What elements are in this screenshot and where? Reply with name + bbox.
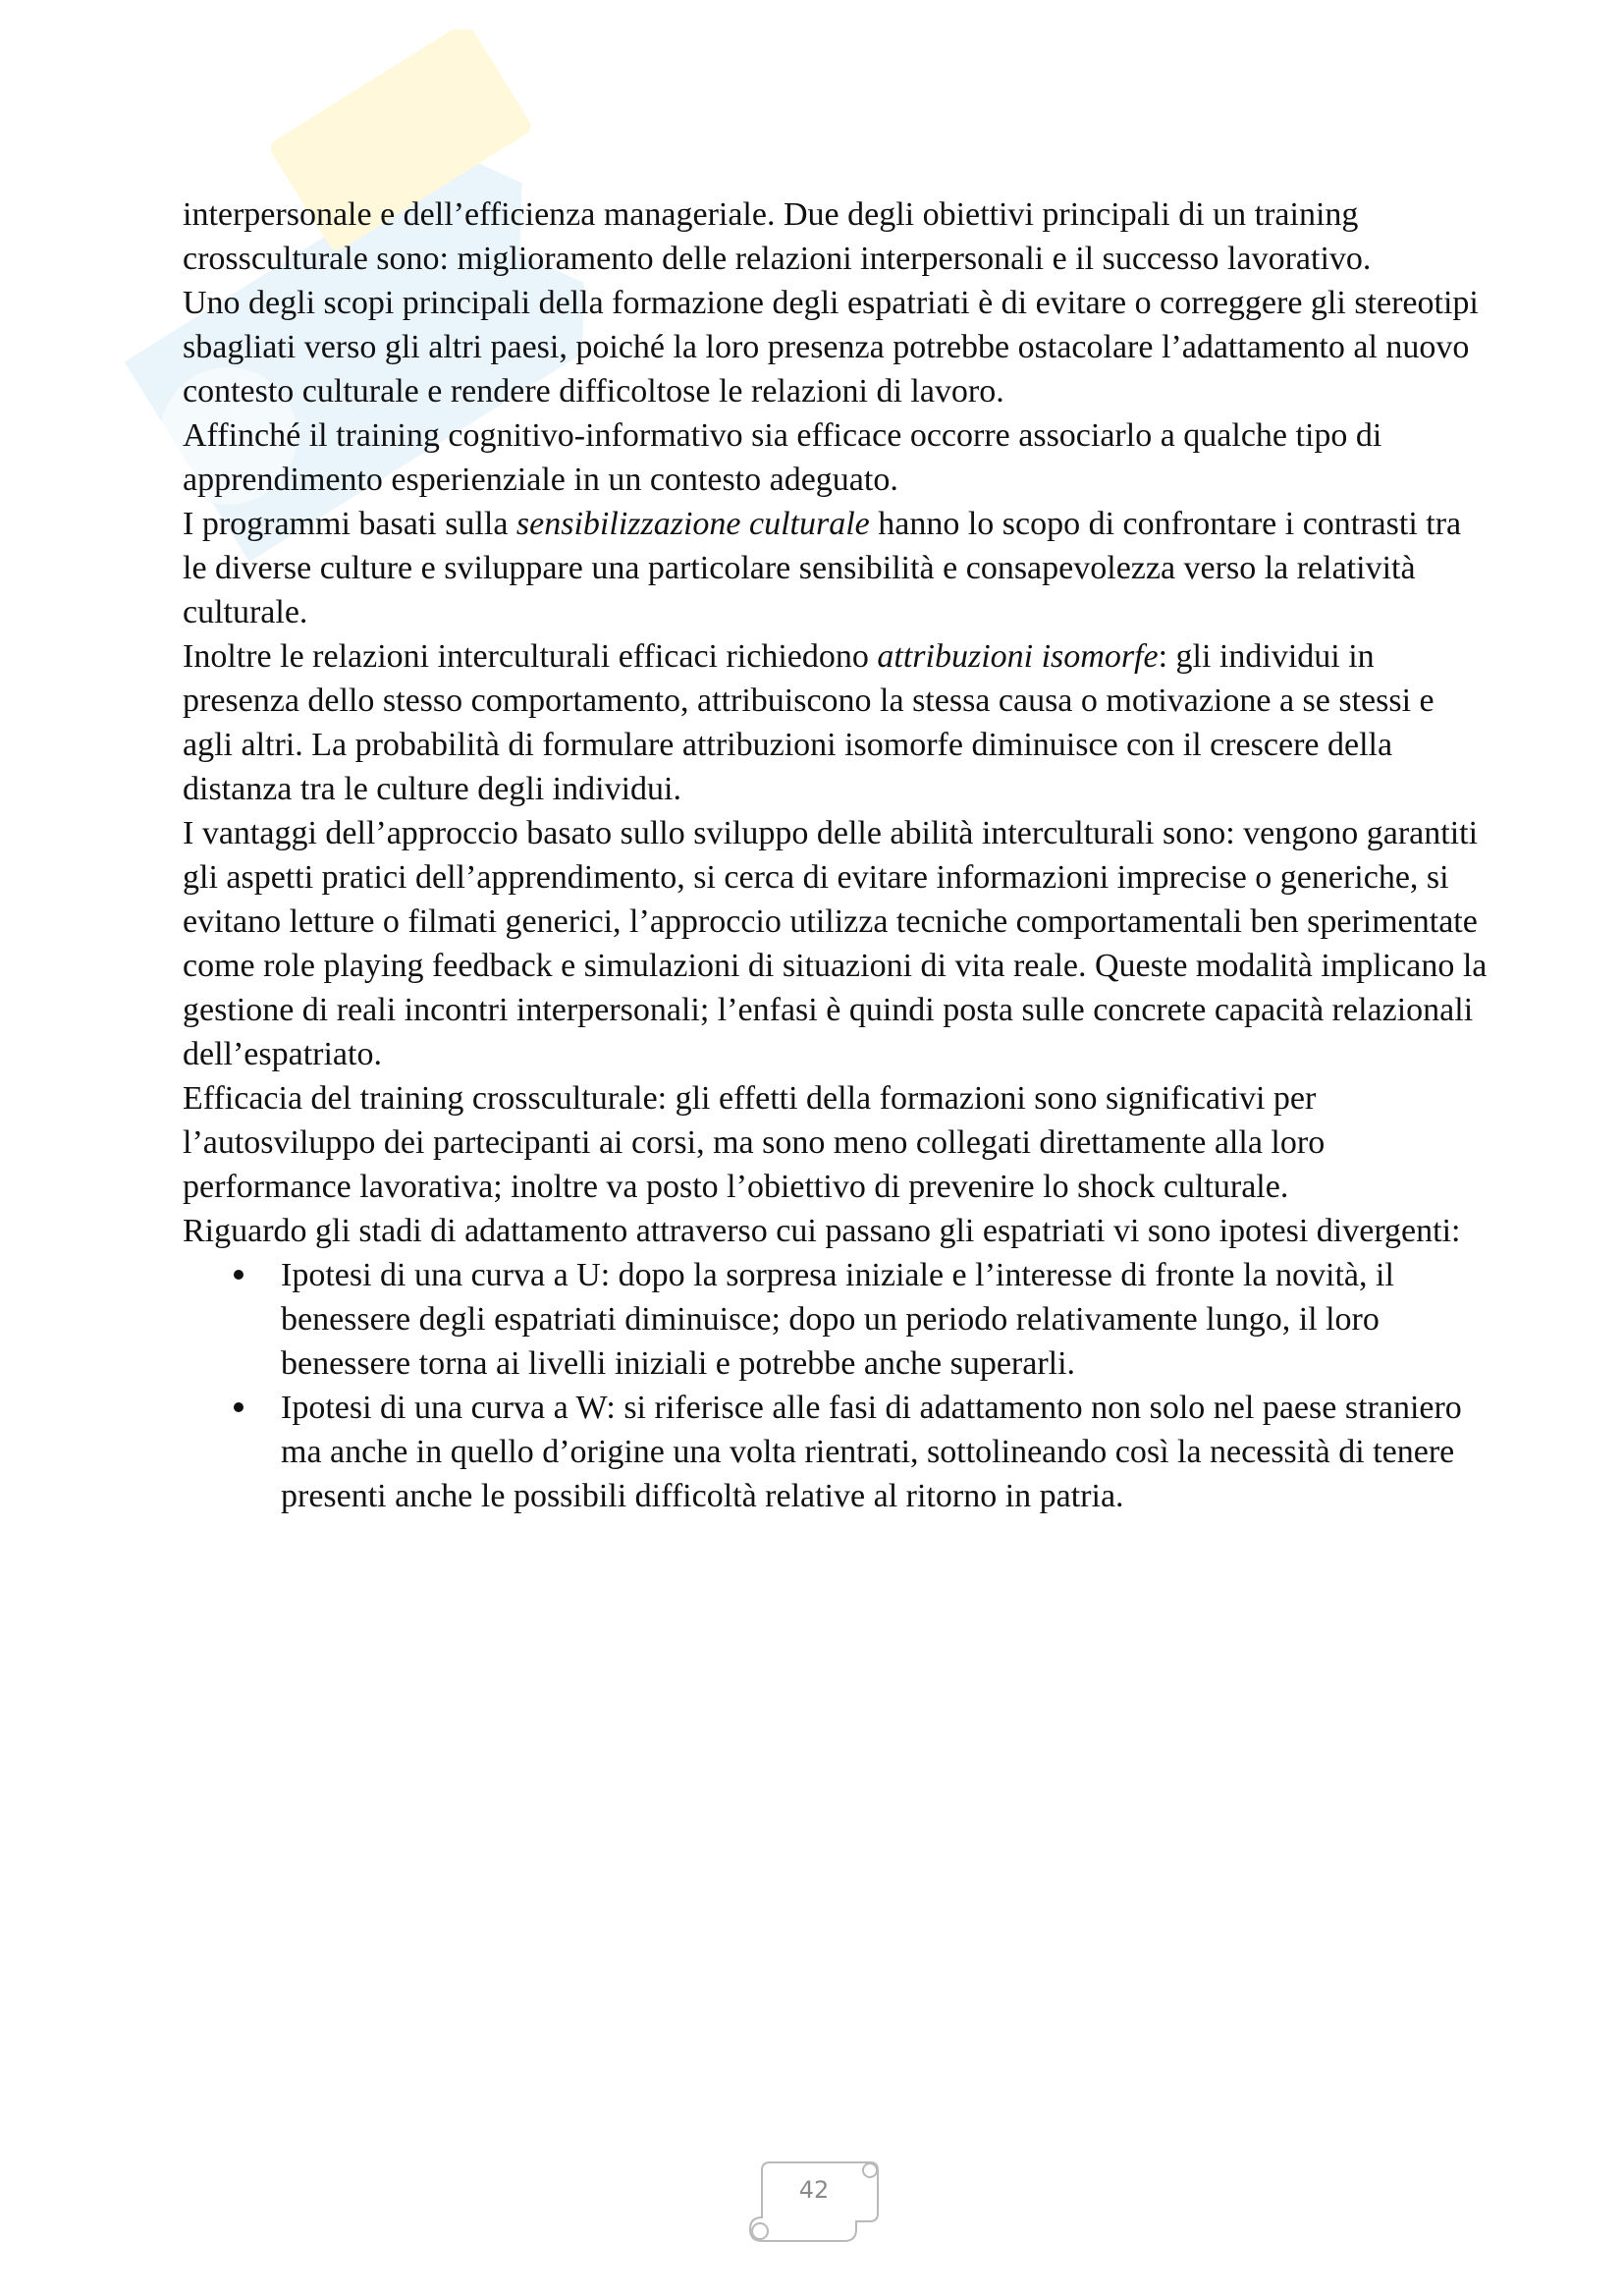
document-body — [183, 192, 1489, 1518]
paragraph-text: I programmi basati sulla — [183, 506, 516, 542]
emphasis-text: sensibilizzazione culturale — [515, 506, 870, 542]
page-number: 42 — [798, 2176, 830, 2204]
bullet-text: Ipotesi di una curva a W: si riferisce alle fasi di adattamento non solo nel paese straniero ma anche in quello d’origine una volta rientrati, sottolineando così la necessità di tenere presenti anche le possibili difficoltà relative al ritorno in patria. — [281, 1390, 1462, 1514]
paragraph — [183, 413, 1489, 502]
paragraph-text: Uno degli scopi principali della formazione degli espatriati è di evitare o correggere gli stereotipi sbagliati verso gli altri paesi, poiché la loro presenza potrebbe ostacolare l’adattamento al nuovo contesto culturale e rendere difficoltose le relazioni di lavoro. — [183, 285, 1479, 410]
paragraph-text: I vantaggi dell’approccio basato sullo sviluppo delle abilità interculturali sono: vengono garantiti gli aspetti pratici dell’apprendimento, si cerca di evitare informazioni imprecise o generiche, si evitano letture o filmati generici, l’approccio utilizza tecniche comportamentali ben sperimentate come role playing feedback e simulazioni di situazioni di vita reale. Queste modalità implicano la gestione di reali incontri interpersonali; l’enfasi è quindi posta sulle concrete capacità relazionali dell’espatriato. — [183, 815, 1488, 1072]
bullet-list — [183, 1253, 1489, 1518]
paragraph — [183, 634, 1489, 811]
paragraphs — [183, 192, 1489, 1253]
page-number-badge — [740, 2153, 888, 2251]
bullet-text: Ipotesi di una curva a U: dopo la sorpresa iniziale e l’interesse di fronte la novità, il benessere degli espatriati diminuisce; dopo un periodo relativamente lungo, il loro benessere torna ai livelli iniziali e potrebbe anche superarli. — [281, 1257, 1394, 1382]
paragraph-text: Affinché il training cognitivo-informativo sia efficace occorre associarlo a qualche tipo di apprendimento esperienziale in un contesto adeguato. — [183, 417, 1382, 498]
paragraph-text: Inoltre le relazioni interculturali efficaci richiedono — [183, 638, 878, 675]
paragraph-text: : gli individui in presenza dello stesso comportamento, attribuiscono la stessa causa o motivazione a se stessi e agli altri. La probabilità di formulare attribuzioni isomorfe diminuisce con il crescere della distanza tra le culture degli individui. — [183, 638, 1435, 807]
paragraph-text: Riguardo gli stadi di adattamento attraverso cui passano gli espatriati vi sono ipotesi divergenti: — [183, 1213, 1461, 1249]
bullet-icon — [234, 1402, 244, 1412]
paragraph — [183, 811, 1489, 1076]
paragraph-text: interpersonale e dell’efficienza manageriale. Due degli obiettivi principali di un training crossculturale sono: miglioramento delle relazioni interpersonali e il successo lavorativo. — [183, 196, 1372, 277]
emphasis-text: attribuzioni isomorfe — [877, 638, 1159, 675]
paragraph-text: Efficacia del training crossculturale: gli effetti della formazioni sono significativi per l’autosviluppo dei partecipanti ai corsi, ma sono meno collegati direttamente alla loro performance lavorativa; inoltre va posto l’obiettivo di prevenire lo shock culturale. — [183, 1080, 1326, 1205]
paragraph-text: hanno lo scopo di confrontare i contrasti tra le diverse culture e sviluppare una particolare sensibilità e consapevolezza verso la relatività culturale. — [183, 506, 1462, 630]
paragraph — [183, 1076, 1489, 1209]
bullet-item — [183, 1253, 1489, 1386]
paragraph — [183, 1209, 1489, 1253]
bullet-item — [183, 1386, 1489, 1518]
paragraph — [183, 192, 1489, 281]
paragraph — [183, 281, 1489, 413]
paragraph — [183, 502, 1489, 634]
bullet-icon — [234, 1270, 244, 1280]
